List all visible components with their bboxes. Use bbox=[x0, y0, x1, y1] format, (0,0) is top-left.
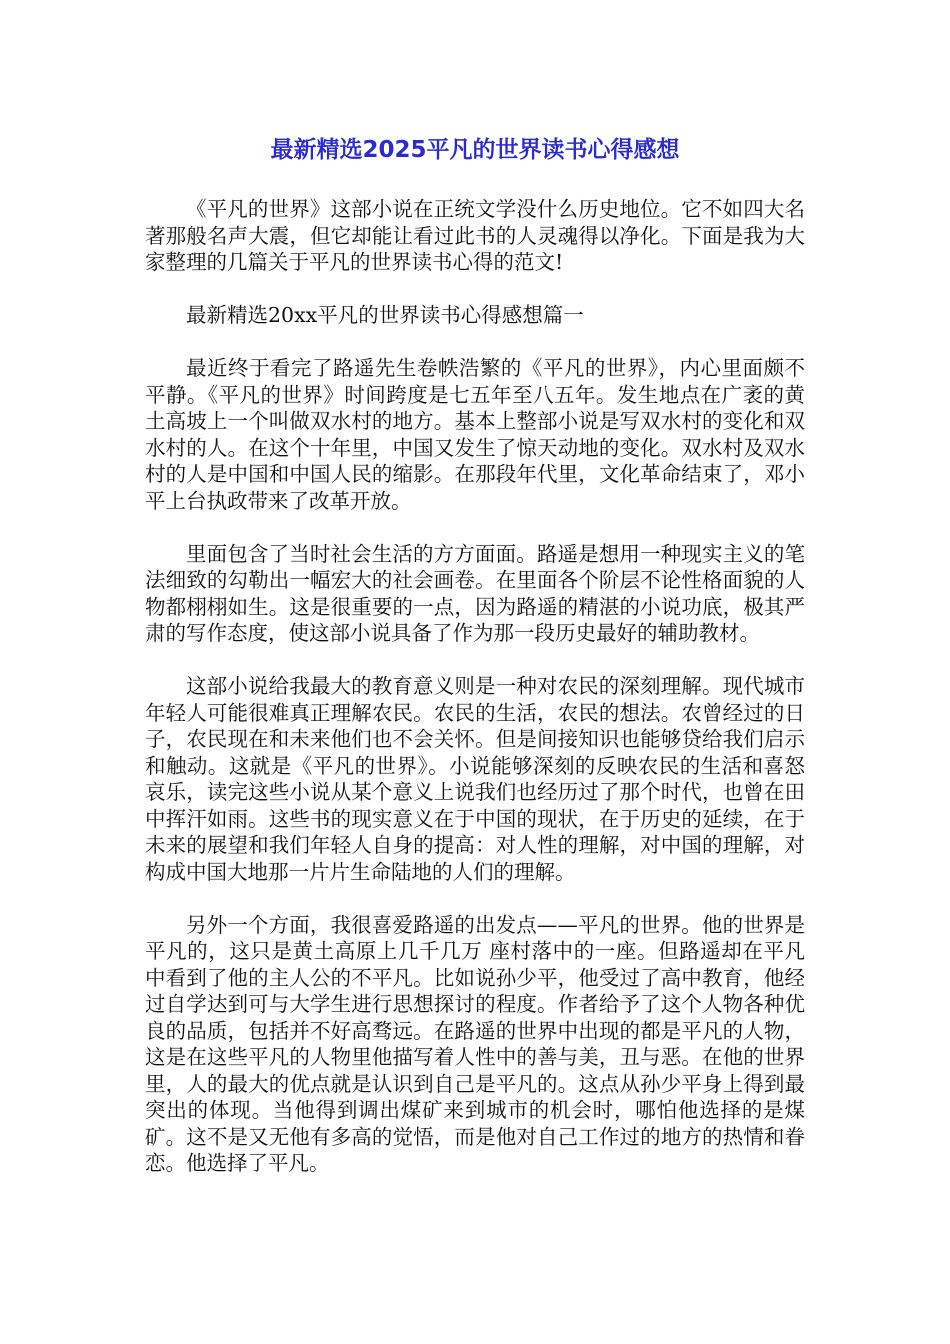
section-heading: 最新精选20xx平凡的世界读书心得感想篇一 bbox=[186, 303, 584, 327]
body-paragraph: 最近终于看完了路遥先生卷帙浩繁的《平凡的世界》，内心里面颇不平静。《平凡的世界》时间跨度是七五年至八五年。发生地点在广袤的黄土高坡上一个叫做双水村的地方。基本上整部小说是写双水村的变化和双水村的人。在这个十年里，中国又发生了惊天动地的变化。双水村及双水村的人是中国和中国人民的缩影。在那段年代里，文化革命结束了，邓小平上台执政带来了改革开放。 bbox=[145, 356, 805, 513]
body-paragraph: 里面包含了当时社会生活的方方面面。路遥是想用一种现实主义的笔法细致的勾勒出一幅宏大的社会画卷。在里面各个阶层不论性格面貌的人物都栩栩如生。这是很重要的一点，因为路遥的精湛的小说功底，极其严肃的写作态度，使这部小说具备了作为那一段历史最好的辅助教材。 bbox=[145, 541, 805, 645]
document-title: 最新精选2025平凡的世界读书心得感想 bbox=[270, 137, 680, 163]
intro-paragraph: 《平凡的世界》这部小说在正统文学没什么历史地位。它不如四大名著那般名声大震，但它却能让看过此书的人灵魂得以净化。下面是我为大家整理的几篇关于平凡的世界读书心得的范文! bbox=[145, 197, 805, 274]
document-body bbox=[145, 196, 805, 1203]
body-paragraph: 另外一个方面，我很喜爱路遥的出发点——平凡的世界。他的世界是平凡的，这只是黄土高原上几千几万 座村落中的一座。但路遥却在平凡中看到了他的主人公的不平凡。比如说孙少平，他受过了高中教育，他经过自学达到可与大学生进行思想探讨的程度。作者给予了这个人物各种优良的品质，包括并不好高骛远。在路遥的世界中出现的都是平凡的人物，这是在这些平凡的人物里他描写着人性中的善与美，丑与恶。在他的世界里，人的最大的优点就是认识到自己是平凡的。这点从孙少平身上得到最突出的体现。当他得到调出煤矿来到城市的机会时，哪怕他选择的是煤矿。这不是又无他有多高的觉悟，而是他对自己工作过的地方的热情和眷恋。他选择了平凡。 bbox=[145, 912, 805, 1175]
body-paragraph: 这部小说给我最大的教育意义则是一种对农民的深刻理解。现代城市年轻人可能很难真正理解农民。农民的生活，农民的想法。农曾经过的日子，农民现在和未来他们也不会关怀。但是间接知识也能够贷给我们启示和触动。这就是《平凡的世界》。小说能够深刻的反映农民的生活和喜怒哀乐，读完这些小说从某个意义上说我们也经历过了那个时代，也曾在田中挥汗如雨。这些书的现实意义在于中国的现状，在于历史的延续，在于未来的展望和我们年轻人自身的提高：对人性的理解，对中国的理解，对构成中国大地那一片片生命陆地的人们的理解。 bbox=[145, 674, 805, 884]
